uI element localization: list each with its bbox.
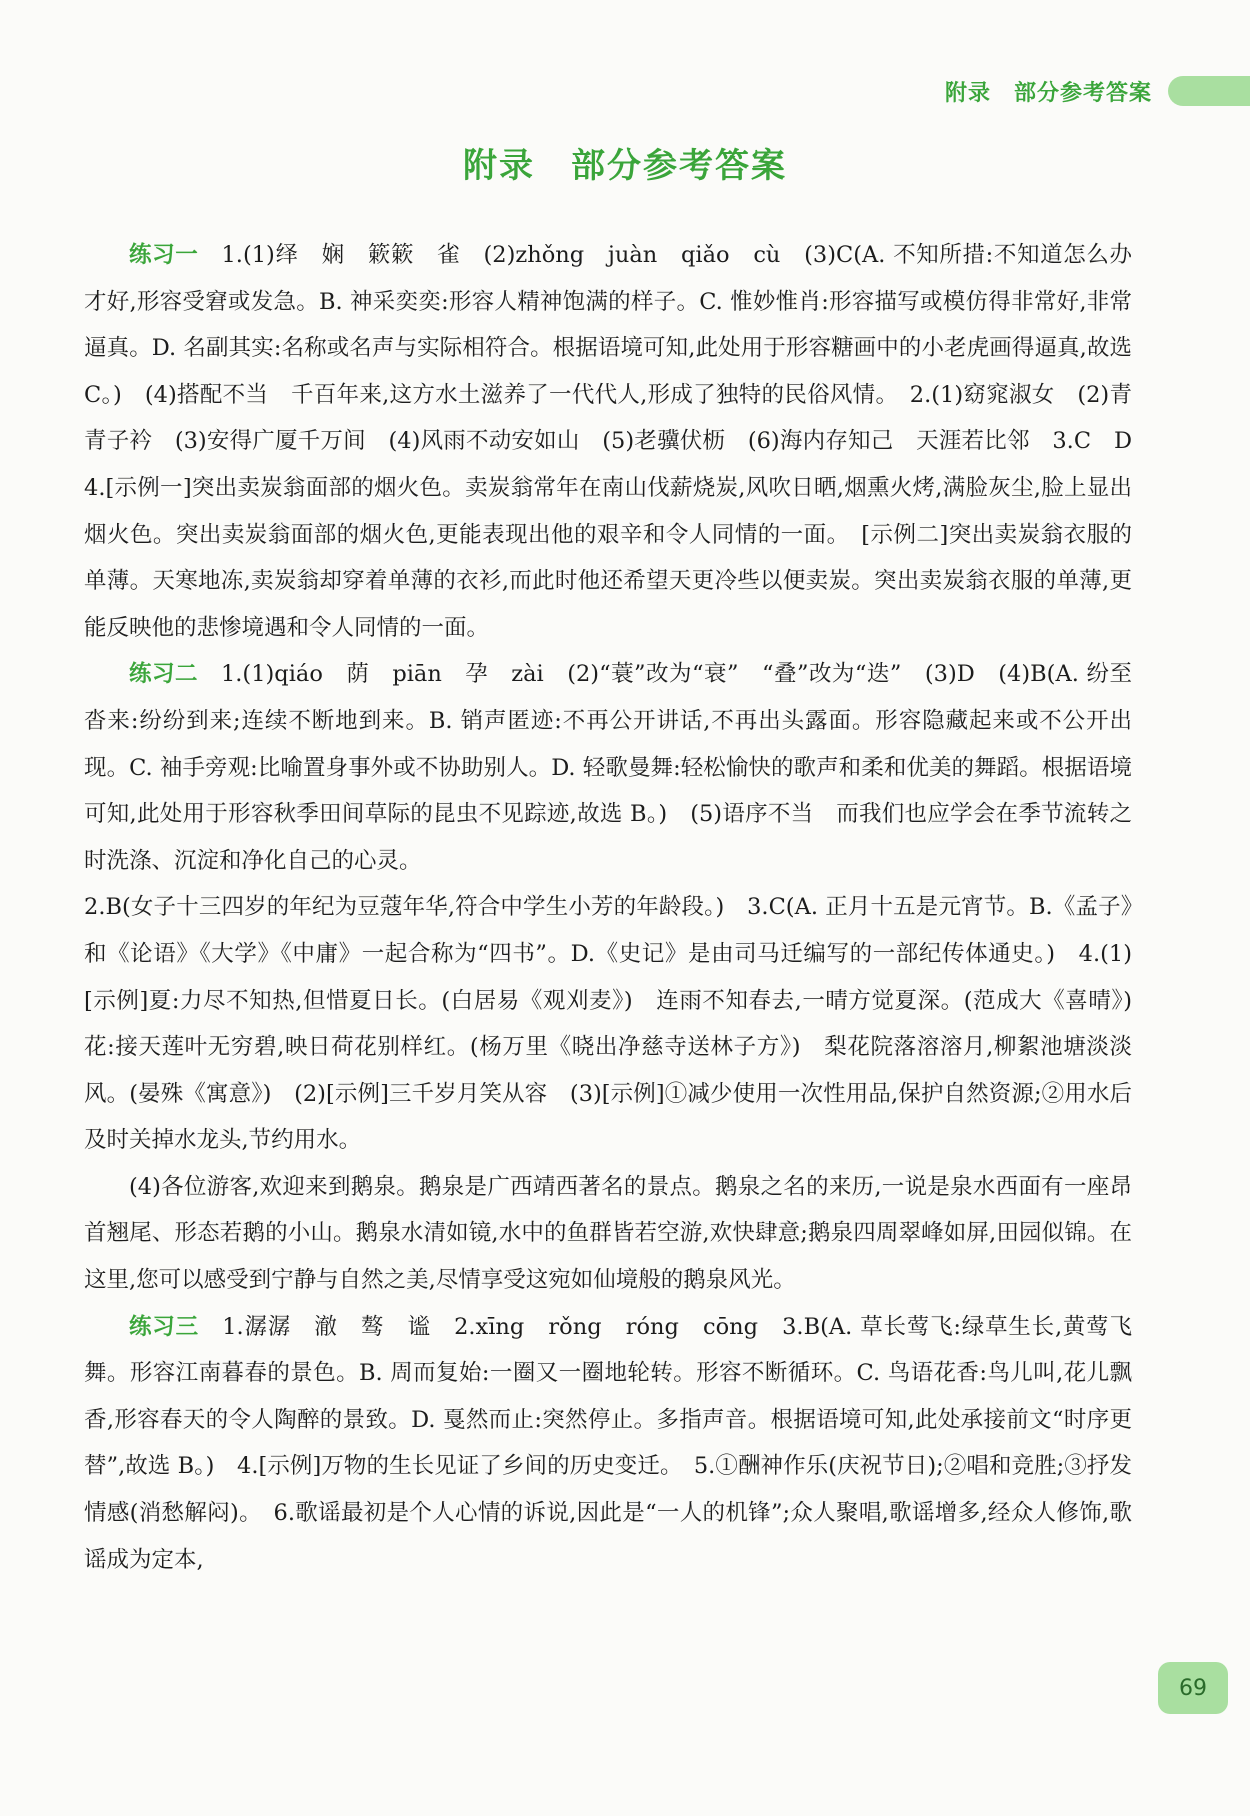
- answer-content: [84, 232, 1155, 1583]
- header-green-tab: [1168, 76, 1250, 106]
- exercise-1-paragraph-1: [84, 232, 1155, 651]
- exercise-2-text: 1.(1)qiáo 荫 piān 孕 zài (2)“蓑”改为“衰” “叠”改为“迭” (3)D (4)B(A. 纷至沓来:纷纷到来;连续不断地到来。B. 销声匿迹:不再公开讲话,不再出头露面。形容隐藏起来或不公开出现。C. 袖手旁观:比喻置身事外或不协助别人。D. 轻歌曼舞:轻松愉快的歌声和柔和优美的舞蹈。根据语境可知,此处用于形容秋季田间草际的昆虫不见踪迹,故选 B。) (5)语序不当 而我们也应学会在季节流转之时洗涤、沉淀和净化自己的心灵。: [84, 661, 1132, 874]
- exercise-1-label: 练习一: [129, 242, 199, 268]
- running-header: [945, 74, 1250, 108]
- exercise-2-paragraph-2: 2.B(女子十三四岁的年纪为豆蔻年华,符合中学生小芳的年龄段。) 3.C(A. 正月十五是元宵节。B.《孟子》和《论语》《大学》《中庸》一起合称为“四书”。D.《史记》是由司马迁编写的一部纪传体通史。) 4.(1)[示例]夏:力尽不知热,但惜夏日长。(白居易《观刈麦》) 连雨不知春去,一晴方觉夏深。(范成大《喜晴》) 花:接天莲叶无穷碧,映日荷花别样红。(杨万里《晓出净慈寺送林子方》) 梨花院落溶溶月,柳絮池塘淡淡风。(晏殊《寓意》) (2)[示例]三千岁月笑从容 (3)[示例]①减少使用一次性用品,保护自然资源;②用水后及时关掉水龙头,节约用水。: [84, 894, 1155, 1154]
- exercise-3-text: 1.潺潺 澈 骜 谧 2.xīng rǒng róng cōng 3.B(A. 草长莺飞:绿草生长,黄莺飞舞。形容江南暮春的景色。B. 周而复始:一圈又一圈地轮转。形容不断循环。C. 鸟语花香:鸟儿叫,花儿飘香,形容春天的令人陶醉的景致。D. 戛然而止:突然停止。多指声音。根据语境可知,此处承接前文“时序更替”,故选 B。) 4.[示例]万物的生长见证了乡间的历史变迁。 5.①酬神作乐(庆祝节日);②唱和竞胜;③抒发情感(消愁解闷)。 6.歌谣最初是个人心情的诉说,因此是“一人的机锋”;众人聚唱,歌谣增多,经众人修饰,歌谣成为定本,: [84, 1313, 1132, 1573]
- page-title: 附录 部分参考答案: [463, 146, 787, 186]
- exercise-3-label: 练习三: [129, 1313, 199, 1340]
- exercise-1-text: 1.(1)绎 娴 簌簌 雀 (2)zhǒng juàn qiǎo cù (3)C(A. 不知所措:不知道怎么办才好,形容受窘或发急。B. 神采奕奕:形容人精神饱满的样子。C. 惟妙惟肖:形容描写或模仿得非常好,非常逼真。D. 名副其实:名称或名声与实际相符合。根据语境可知,此处用于形容糖画中的小老虎画得逼真,故选 C。) (4)搭配不当 千百年来,这方水土滋养了一代代人,形成了独特的民俗风情。 2.(1)窈窕淑女 (2)青青子衿 (3)安得广厦千万间 (4)风雨不动安如山 (5)老骥伏枥 (6)海内存知己 天涯若比邻 3.C D 4.[示例一]突出卖炭翁面部的烟火色。卖炭翁常年在南山伐薪烧炭,风吹日晒,烟熏火烤,满脸灰尘,脸上显出烟火色。突出卖炭翁面部的烟火色,更能表现出他的艰辛和令人同情的一面。 [示例二]突出卖炭翁衣服的单薄。天寒地冻,卖炭翁却穿着单薄的衣衫,而此时他还希望天更冷些以便卖炭。突出卖炭翁衣服的单薄,更能反映他的悲惨境遇和令人同情的一面。: [84, 242, 1155, 641]
- page-number: 69: [1158, 1662, 1228, 1714]
- exercise-2-paragraph-1: [84, 651, 1132, 884]
- exercise-2-label: 练习二: [129, 661, 198, 688]
- header-section-tag: 附录 部分参考答案: [944, 80, 1152, 106]
- exercise-2-paragraph-3: (4)各位游客,欢迎来到鹅泉。鹅泉是广西靖西著名的景点。鹅泉之名的来历,一说是泉水西面有一座昂首翘尾、形态若鹅的小山。鹅泉水清如镜,水中的鱼群皆若空游,欢快肆意;鹅泉四周翠峰如屏,田园似锦。在这里,您可以感受到宁静与自然之美,尽情享受这宛如仙境般的鹅泉风光。: [84, 1173, 1132, 1294]
- exercise-3-paragraph-1: [84, 1304, 1132, 1584]
